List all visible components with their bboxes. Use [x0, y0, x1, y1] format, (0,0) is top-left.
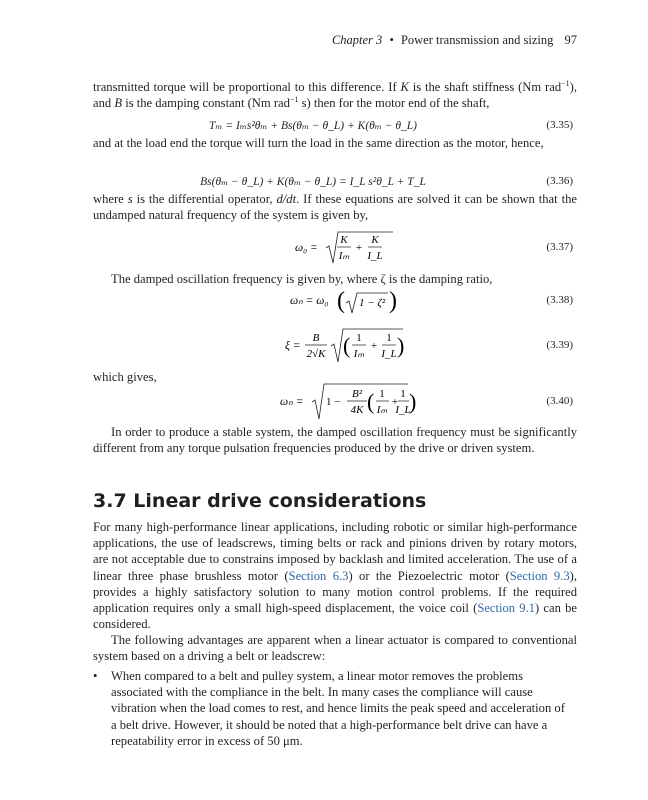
frac2-den: I_L [381, 348, 397, 360]
paragraph-stable-system: In order to produce a stable system, the damped oscillation frequency must be significantly different from any torque pulsation frequencies produced by the drive or driven system. [93, 425, 577, 456]
frac-den: 4K [350, 404, 364, 416]
page-number: 97 [564, 33, 577, 47]
frac-den: 2√K [306, 348, 326, 360]
equation-number: (3.39) [546, 339, 573, 351]
section-9-3-link[interactable]: Section 9.3 [509, 568, 570, 583]
separator-bullet: • [389, 33, 394, 47]
paragraph-advantages: The following advantages are apparent when a linear actuator is compared to conventional system based on a driving a belt or leadscrew: [93, 633, 577, 664]
eq-lhs: ω₀ = [295, 242, 318, 254]
equation-number: (3.35) [546, 119, 573, 131]
frac2-num: 1 [400, 388, 406, 400]
equation-3-39 [93, 326, 577, 366]
right-paren: ) [389, 288, 397, 314]
sqrt-inner: 1 − ζ² [359, 297, 386, 309]
frac2-den: I_L [367, 250, 383, 262]
running-head [332, 33, 577, 48]
plus-sign: + [370, 340, 378, 352]
equation-graphic [283, 326, 413, 366]
paragraph-which-gives: which gives, [93, 370, 157, 384]
eq-lhs: ωₙ = [280, 396, 304, 408]
frac1-den: Iₘ [376, 404, 388, 416]
left-paren: ( [343, 333, 351, 358]
left-paren: ( [337, 288, 345, 314]
equation-number: (3.40) [546, 395, 573, 407]
plus-sign: + [391, 396, 399, 408]
frac1-den: Iₘ [338, 250, 350, 262]
eq-lhs: ξ = [285, 340, 301, 352]
equation-graphic [293, 228, 403, 268]
frac-num: B [312, 332, 320, 344]
section-heading [93, 490, 426, 512]
eq-lhs: ωₙ = ω₀ [290, 295, 329, 307]
bullet-marker: • [93, 669, 98, 683]
equation-number: (3.36) [546, 175, 573, 187]
equation-3-38 [93, 287, 577, 317]
frac2-num: 1 [386, 332, 392, 344]
equation-number: (3.37) [546, 241, 573, 253]
paragraph-linear-applications: For many high-performance linear applications, including robotic or similar high-performance applications, the use of leadscrews, timing belts or rack and pinions driven by rotary motors, are not acceptable due to constrains imposed by backlash and limited acceleration. The use of a linear three phase brushless motor (Section 6.3) or the Piezoelectric motor (Section 9.3), provides a highly satisfactory solution to many motion control problems. If the required application requires only a small high-speed displacement, the voice coil (Section 9.1) can be considered. [93, 520, 578, 632]
frac1-num: 1 [379, 388, 385, 400]
one-minus: 1 − [326, 396, 341, 408]
bullet-text: When compared to a belt and pulley system, a linear motor removes the problems associated with the compliance in the belt. In many cases the compliance will cause vibration when the load comes to rest, and hence limits the peak speed and acceleration of a belt drive. However, it should be noted that a high-performance belt drive can have a repeatability error in excess of 50 μm. [111, 669, 565, 748]
frac1-num: K [340, 234, 348, 246]
frac1-den: Iₘ [353, 348, 365, 360]
equation-graphic [288, 287, 398, 317]
right-paren: ) [397, 333, 405, 358]
equation-graphic [278, 381, 418, 423]
equation-3-37 [93, 228, 577, 268]
section-9-1-link[interactable]: Section 9.1 [477, 601, 536, 616]
equation-number: (3.38) [546, 294, 573, 306]
paragraph-load-end: and at the load end the torque will turn the load in the same direction as the motor, hence, [93, 136, 544, 150]
plus-sign: + [355, 242, 363, 254]
section-number: 3.7 [93, 490, 127, 512]
frac2-num: K [371, 234, 379, 246]
chapter-label: Chapter 3 [331, 33, 383, 47]
section-6-3-link[interactable]: Section 6.3 [288, 568, 349, 583]
paragraph-torque: transmitted torque will be proportional to this difference. If K is the shaft stiffness (Nm rad$^{-1}$), and B is the damping constant (Nm rad$^{-1}$ s) then for the motor end of the shaft, [93, 79, 577, 111]
frac1-num: 1 [356, 332, 362, 344]
frac2-den: I_L [395, 404, 411, 416]
paragraph-damped-frequency: The damped oscillation frequency is given by, where ζ is the damping ratio, [111, 272, 493, 286]
equation-expression: Tₘ = Iₘs²θₘ + Bs(θₘ − θ_L) + K(θₘ − θ_L) [209, 120, 417, 132]
left-paren: ( [367, 389, 375, 414]
chapter-title: Power transmission and sizing [400, 33, 554, 47]
equation-expression: Bs(θₘ − θ_L) + K(θₘ − θ_L) = I_L s²θ_L + T_L [200, 176, 426, 188]
equation-3-40 [93, 381, 577, 423]
right-paren: ) [409, 389, 417, 414]
section-title: Linear drive considerations [133, 490, 427, 512]
frac-num: B² [351, 388, 363, 400]
paragraph-differential-operator: where s is the differential operator, d/dt. If these equations are solved it can be shown that the undamped natural frequency of the system is given by, [93, 192, 577, 223]
